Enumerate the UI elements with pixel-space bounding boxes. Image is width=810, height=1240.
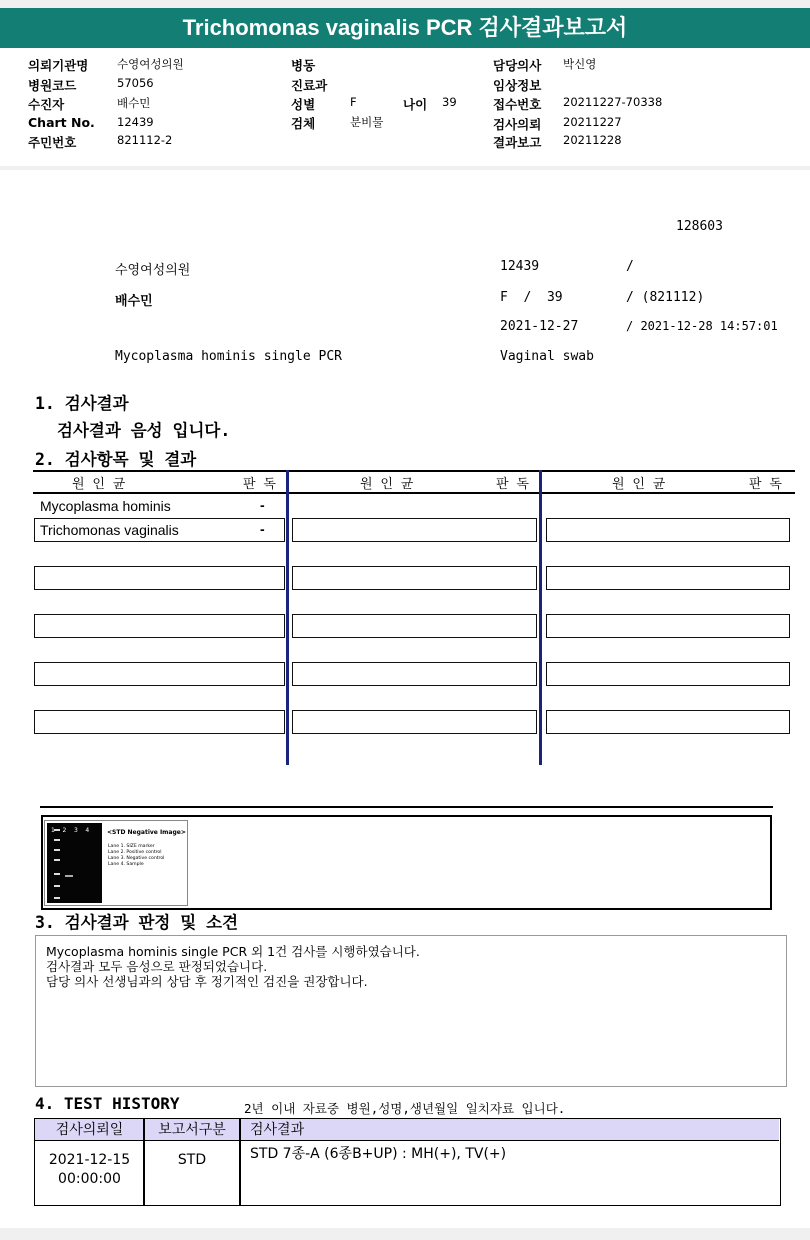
- value-sex: F: [350, 95, 357, 109]
- result-cell: [34, 710, 285, 734]
- gel-title: <STD Negative Image>: [107, 829, 186, 836]
- ladder-band: [54, 873, 60, 875]
- pathogen-result: -: [260, 497, 265, 513]
- section4-note: 2년 이내 자료중 병원,성명,생년월일 일치자료 입니다.: [244, 1101, 566, 1116]
- result-cell: [546, 566, 790, 590]
- result-cell: [292, 566, 537, 590]
- result-cell: [34, 614, 285, 638]
- value-receipt-no: 20211227-70338: [563, 95, 663, 109]
- report-chart: 12439: [500, 259, 540, 274]
- result-cell: [34, 662, 285, 686]
- header-info: [0, 48, 810, 166]
- result-cell: [292, 518, 537, 542]
- table-divider-2: [539, 470, 542, 765]
- gel-legend: [108, 844, 164, 868]
- label-report-date: 결과보고: [493, 135, 542, 150]
- pathogen-name: Trichomonas vaginalis: [40, 522, 179, 538]
- pathogen-result: -: [260, 521, 265, 537]
- gel-top-rule: [40, 806, 773, 808]
- value-report-date: 20211228: [563, 133, 622, 147]
- comment-line: Mycoplasma hominis single PCR 외 1건 검사를 시행하였습니다.: [46, 944, 420, 959]
- report-institution: 수영여성의원: [115, 263, 191, 278]
- lane-label: 4: [85, 827, 90, 834]
- table-header-rule: [33, 492, 795, 494]
- gel-legend-item: Lane 3. Negative control: [108, 856, 165, 861]
- gel-image: [44, 820, 188, 906]
- report-number: 128603: [676, 219, 723, 234]
- result-cell: [546, 614, 790, 638]
- value-doctor: 박신영: [563, 57, 597, 71]
- result-cell: [292, 662, 537, 686]
- report-sex-age: F / 39: [500, 290, 563, 305]
- comment-line: 검사결과 모두 음성으로 판정되었습니다.: [46, 959, 268, 974]
- history-col-result: 검사결과: [240, 1119, 779, 1141]
- lane-label: 1: [51, 827, 55, 834]
- report-patient: 배수민: [115, 294, 153, 309]
- table-top-rule: [33, 470, 795, 472]
- label-request-date: 검사의뢰: [493, 117, 542, 132]
- lane-label: 2: [62, 827, 67, 834]
- report-birth: / (821112): [626, 290, 705, 305]
- history-date: [35, 1151, 144, 1189]
- comment-line: 담당 의사 선생님과의 상담 후 정기적인 검진을 권장합니다.: [46, 974, 368, 989]
- history-table: [34, 1118, 781, 1206]
- gel-lane-labels: [51, 827, 89, 834]
- col-pathogen-3: 원 인 균: [612, 477, 666, 492]
- report-receipt-date: 2021-12-27: [500, 319, 579, 334]
- col-result-2: 판 독: [496, 477, 529, 492]
- label-receipt-no: 접수번호: [493, 97, 542, 112]
- value-resident-no: 821112-2: [117, 133, 173, 147]
- pathogen-name: Mycoplasma hominis: [40, 498, 171, 514]
- col-pathogen-2: 원 인 균: [360, 477, 414, 492]
- result-cell: [546, 662, 790, 686]
- col-result-1: 판 독: [243, 477, 276, 492]
- positive-band: [65, 875, 73, 877]
- report-slash: /: [626, 259, 634, 274]
- gel-legend-item: Lane 4. Sample: [108, 862, 144, 867]
- label-resident-no: 주민번호: [28, 135, 77, 150]
- report-title: Trichomonas vaginalis PCR 검사결과보고서: [0, 8, 810, 48]
- section2-title: 2. 검사항목 및 결과: [35, 450, 197, 469]
- ladder-band: [54, 839, 60, 841]
- report-datetime: / 2021-12-28 14:57:01: [626, 319, 778, 333]
- table-divider-1: [286, 470, 289, 765]
- history-col-type: 보고서구분: [144, 1119, 240, 1141]
- result-cell: [292, 710, 537, 734]
- report-specimen: Vaginal swab: [500, 349, 594, 364]
- section3-title: 3. 검사결과 판정 및 소견: [35, 913, 239, 932]
- lane-label: 3: [73, 827, 78, 834]
- value-hospital-code: 57056: [117, 76, 154, 90]
- gel-legend-item: Lane 1. SIZE marker: [108, 844, 155, 849]
- value-age: 39: [442, 95, 457, 109]
- gel-legend-item: Lane 2. Positive control: [108, 850, 162, 855]
- value-institution: 수영여성의원: [117, 57, 184, 71]
- label-patient: 수진자: [28, 97, 65, 112]
- report-test-name: Mycoplasma hominis single PCR: [115, 349, 342, 364]
- section4-title: 4. TEST HISTORY: [35, 1094, 180, 1113]
- result-cell: [546, 710, 790, 734]
- result-cell: [546, 518, 790, 542]
- history-result: STD 7종-A (6종B+UP) : MH(+), TV(+): [250, 1146, 507, 1162]
- label-hospital-code: 병원코드: [28, 78, 77, 93]
- result-cell: [292, 614, 537, 638]
- ladder-band: [54, 859, 60, 861]
- history-col-date: 검사의뢰일: [35, 1119, 144, 1141]
- history-date-day: 2021-12-15: [48, 1152, 131, 1168]
- value-patient: 배수민: [117, 96, 151, 110]
- section1-title: 1. 검사결과: [35, 394, 129, 413]
- col-result-3: 판 독: [749, 477, 782, 492]
- label-doctor: 담당의사: [493, 58, 542, 73]
- label-institution: 의뢰기관명: [28, 58, 89, 73]
- history-date-time: 00:00:00: [58, 1171, 121, 1187]
- ladder-band: [54, 849, 60, 851]
- ladder-band: [54, 885, 60, 887]
- label-chart-no: Chart No.: [28, 115, 95, 130]
- result-cell: [34, 566, 285, 590]
- history-type: STD: [177, 1152, 207, 1168]
- label-ward: 병동: [291, 58, 316, 73]
- value-request-date: 20211227: [563, 115, 622, 129]
- section1-summary: 검사결과 음성 입니다.: [57, 421, 231, 440]
- label-department: 진료과: [291, 78, 328, 93]
- gel-photo: [47, 823, 102, 903]
- label-specimen: 검체: [291, 116, 316, 131]
- value-specimen: 분비물: [350, 115, 384, 129]
- label-age: 나이: [403, 97, 428, 112]
- col-pathogen-1: 원 인 균: [72, 477, 126, 492]
- label-clinical-info: 임상정보: [493, 78, 542, 93]
- ladder-band: [54, 897, 60, 899]
- value-chart-no: 12439: [117, 115, 154, 129]
- label-sex: 성별: [291, 97, 316, 112]
- comment-box: [35, 935, 787, 1087]
